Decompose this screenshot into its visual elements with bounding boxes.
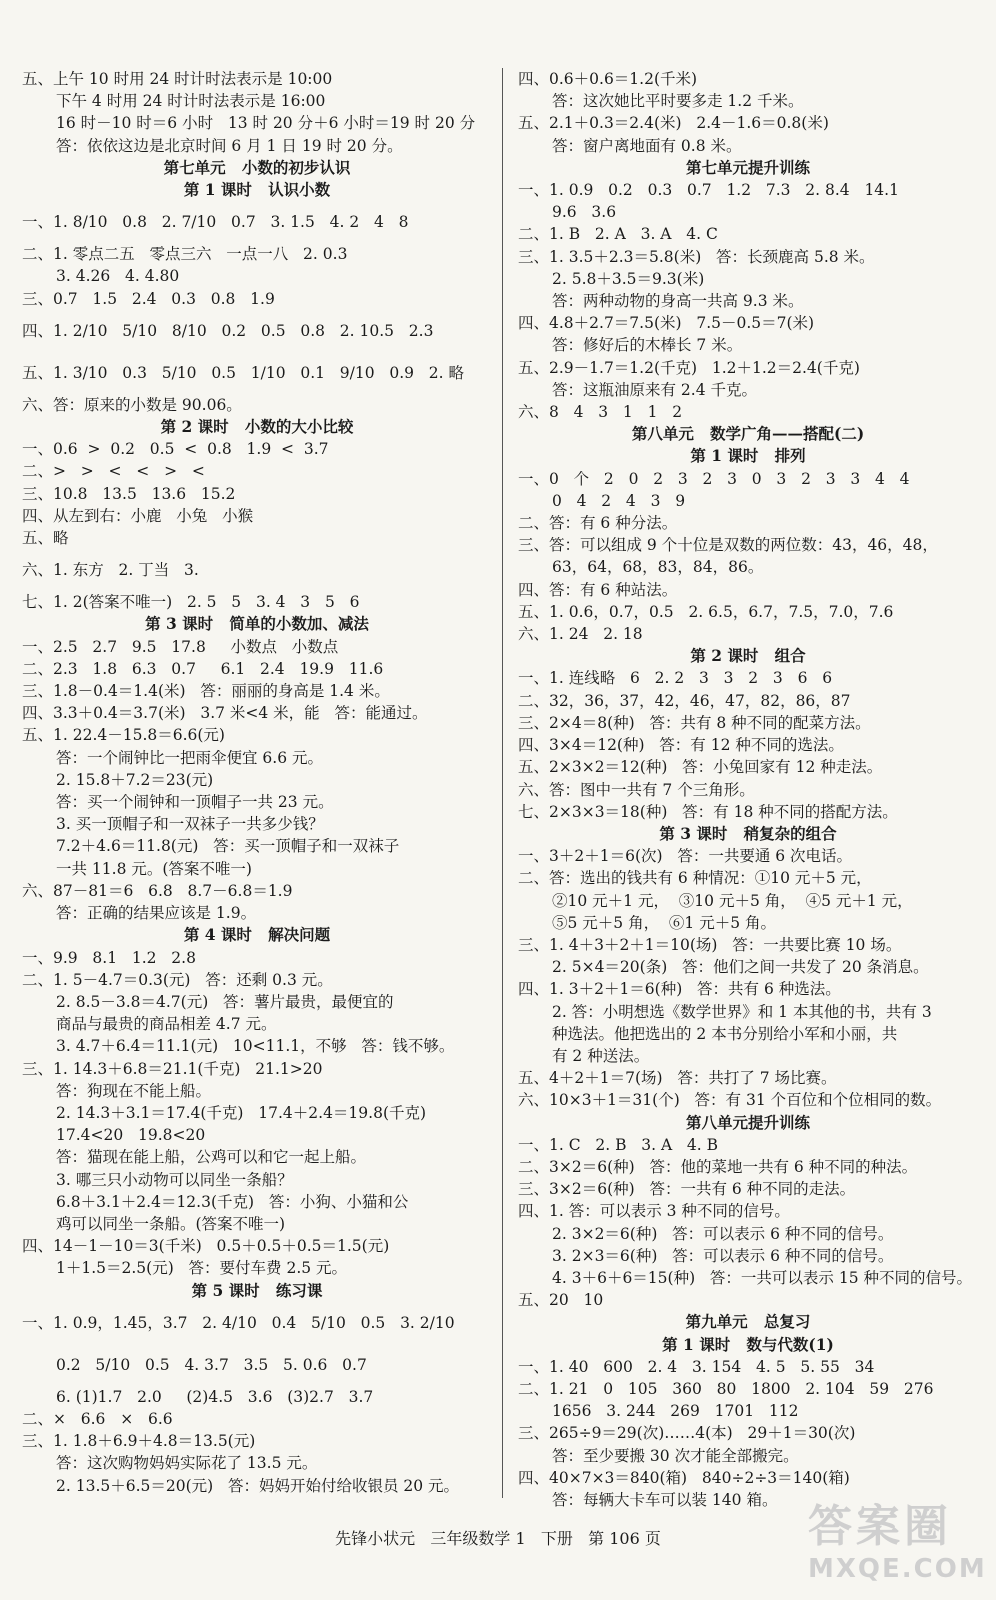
answer-line: 二、答：选出的钱共有 6 种情况：①10 元＋5 元，: [518, 869, 872, 888]
answer-line: 二、3×2＝6(种) 答：他的菜地一共有 6 种不同的种法。: [518, 1157, 918, 1176]
answer-line: 答：依依这边是北京时间 6 月 1 日 19 时 20 分。: [56, 136, 403, 155]
answer-line: 3. 4.7＋6.4＝11.1(元) 10<11.1，不够 答：钱不够。: [56, 1037, 455, 1056]
watermark-logo-text: 答案圈: [808, 1501, 952, 1552]
answer-line: 一、9.9 8.1 1.2 2.8: [22, 948, 196, 967]
answer-line: 答：狗现在不能上船。: [56, 1081, 212, 1100]
answer-line: 一、1. 0.9 0.2 0.3 0.7 1.2 7.3 2. 8.4 14.1: [518, 181, 899, 200]
answer-line: 一、1. C 2. B 3. A 4. B: [518, 1135, 719, 1154]
page-footer: 先锋小状元 三年级数学 1 下册 第 106 页: [335, 1529, 661, 1548]
answer-line: 二、× 6.6 × 6.6: [22, 1409, 173, 1428]
answer-line: 六、8 4 3 1 1 2: [518, 403, 683, 422]
answer-line: ②10 元＋1 元， ③10 元＋5 角， ④5 元＋1 元，: [552, 891, 913, 910]
answer-line: 一、1. 连线略 6 2. 2 3 3 2 3 6 6: [518, 669, 833, 688]
answer-line: 一、1. 8/10 0.8 2. 7/10 0.7 3. 1.5 4. 2 4 8: [22, 213, 409, 232]
answer-line: 答：这次她比平时要多走 1.2 千米。: [552, 92, 804, 111]
answer-line: 3. 4.26 4. 4.80: [56, 267, 180, 286]
watermark: [808, 1490, 987, 1590]
answer-line: 四、0.6＋0.6＝1.2(千米): [518, 70, 698, 88]
answer-line: 七、1. 2(答案不唯一) 2. 5 5 3. 4 3 5 6: [22, 593, 360, 612]
section-heading: 第八单元 数学广角——搭配(二): [631, 424, 865, 444]
answer-line: 6. (1)1.7 2.0 (2)4.5 3.6 (3)2.7 3.7: [56, 1387, 374, 1406]
answer-line: 0 4 2 4 3 9: [552, 491, 686, 510]
answer-line: 四、3.3＋0.4＝3.7(米) 3.7 米<4 米，能 答：能通过。: [22, 704, 428, 723]
answer-line: 二、32，36，37，42，46，47，82，86，87: [518, 691, 851, 710]
answer-line: 下午 4 时用 24 时计时法表示是 16:00: [56, 92, 326, 111]
answer-line: 2. 5.8＋3.5＝9.3(米): [552, 269, 705, 288]
answer-line: 三、1. 4＋3＋2＋1＝10(场) 答：一共要比赛 10 场。: [518, 935, 902, 954]
answer-line: 答：窗户离地面有 0.8 米。: [552, 136, 742, 155]
answer-line: 答：每辆大卡车可以装 140 箱。: [552, 1491, 778, 1509]
answer-line: 三、答：可以组成 9 个十位是双数的两位数：43，46，48，: [518, 536, 938, 555]
answer-line: 二、1. 21 0 105 360 80 1800 2. 104 59 276: [518, 1379, 934, 1398]
section-heading: 第九单元 总复习: [685, 1312, 811, 1332]
answer-line: ⑤5 元＋5 角， ⑥1 元＋5 角。: [552, 913, 777, 932]
answer-line: 五、略: [22, 529, 69, 548]
answer-line: 鸡可以同坐一条船。(答案不唯一): [56, 1214, 286, 1233]
answer-line: 2. 13.5＋6.5＝20(元) 答：妈妈开始付给收银员 20 元。: [56, 1476, 460, 1495]
answer-line: 有 2 种送法。: [552, 1046, 650, 1065]
section-heading: 第 1 课时 排列: [690, 446, 806, 466]
answer-line: 答：一个闹钟比一把雨伞便宜 6.6 元。: [56, 748, 324, 767]
answer-line: 三、1. 3.5＋2.3＝5.8(米) 答：长颈鹿高 5.8 米。: [518, 247, 875, 266]
answer-line: 一共 11.8 元。(答案不唯一): [56, 859, 252, 878]
answer-line: 3. 哪三只小动物可以同坐一条船？: [56, 1170, 293, 1189]
answer-line: 一、2.5 2.7 9.5 17.8 小数点 小数点: [22, 637, 339, 656]
section-heading: 第 3 课时 简单的小数加、减法: [145, 614, 369, 634]
answer-line: 三、1. 1.8＋6.9＋4.8＝13.5(元): [22, 1432, 256, 1451]
answer-line: 3. 2×3＝6(种) 答：可以表示 6 种不同的信号。: [552, 1246, 894, 1265]
answer-line: 二、答：有 6 种分法。: [518, 514, 678, 533]
answer-line: 2. 8.5－3.8＝4.7(元) 答：薯片最贵，最便宜的: [56, 992, 394, 1011]
answer-line: 五、1. 22.4－15.8＝6.6(元): [22, 726, 225, 745]
answer-line: 二、1. 5－4.7＝0.3(元) 答：还剩 0.3 元。: [22, 970, 333, 989]
answer-line: 一、1. 0.9，1.45，3.7 2. 4/10 0.4 5/10 0.5 3. 2/10: [22, 1313, 455, 1332]
answer-line: 四、从左到右：小鹿 小兔 小猴: [22, 506, 254, 525]
answer-line: 六、10×3＋1＝31(个) 答：有 31 个百位和个位相同的数。: [518, 1091, 942, 1110]
answer-line: 种选法。他把选出的 2 本书分别给小军和小丽，共: [552, 1024, 898, 1043]
answer-line: 二、> > < < > <: [22, 462, 205, 481]
answer-line: 2. 3×2＝6(种) 答：可以表示 6 种不同的信号。: [552, 1224, 894, 1243]
answer-line: 三、1.8－0.4＝1.4(米) 答：丽丽的身高是 1.4 米。: [22, 682, 390, 701]
answer-line: 7.2＋4.6＝11.8(元) 答：买一顶帽子和一双袜子: [56, 837, 400, 856]
answer-line: 0.2 5/10 0.5 4. 3.7 3.5 5. 0.6 0.7: [56, 1355, 367, 1374]
answer-line: 四、3×4＝12(种) 答：有 12 种不同的选法。: [518, 736, 844, 755]
section-heading: 第 1 课时 数与代数(1): [662, 1334, 834, 1354]
answer-line: 三、265÷9＝29(次)……4(本) 29＋1＝30(次): [518, 1424, 856, 1443]
answer-line: 答：至少要搬 30 次才能全部搬完。: [552, 1446, 799, 1465]
answer-line: 商品与最贵的商品相差 4.7 元。: [56, 1015, 277, 1034]
answer-line: 一、1. 40 600 2. 4 3. 154 4. 5 5. 55 34: [518, 1357, 875, 1376]
answer-line: 3. 买一顶帽子和一双袜子一共多少钱？: [56, 815, 324, 834]
answer-line: 五、2.1＋0.3＝2.4(米) 2.4－1.6＝0.8(米): [518, 114, 829, 133]
answer-line: 三、10.8 13.5 13.6 15.2: [22, 484, 236, 503]
section-heading: 第 1 课时 认识小数: [183, 180, 331, 200]
answer-line: 答：正确的结果应该是 1.9。: [56, 904, 257, 923]
answer-line: 三、1. 14.3＋6.8＝21.1(千克) 21.1>20: [22, 1059, 323, 1078]
section-heading: 第 2 课时 组合: [690, 646, 806, 666]
answer-line: 四、1. 2/10 5/10 8/10 0.2 0.5 0.8 2. 10.5 2.3: [22, 321, 434, 340]
answer-line: 答：这次购物妈妈实际花了 13.5 元。: [56, 1454, 318, 1473]
answer-line: 二、1. 零点二五 零点三六 一点一八 2. 0.3: [22, 245, 348, 264]
answer-line: 五、1. 3/10 0.3 5/10 0.5 1/10 0.1 9/10 0.9 2. 略: [22, 363, 465, 382]
answer-line: 五、上午 10 时用 24 时计时法表示是 10:00: [22, 70, 333, 88]
section-heading: 第七单元 小数的初步认识: [163, 157, 351, 177]
answer-line: 二、2.3 1.8 6.3 0.7 6.1 2.4 19.9 11.6: [22, 659, 384, 678]
answer-line: 六、87－81＝6 6.8 8.7－6.8＝1.9: [22, 881, 293, 900]
answer-line: 五、4＋2＋1＝7(场) 答：共打了 7 场比赛。: [518, 1069, 837, 1088]
answer-line: 63，64，68，83，84，86。: [552, 558, 764, 577]
answer-line: 答：这瓶油原来有 2.4 千克。: [552, 380, 758, 399]
watermark-url: MXQE.COM: [808, 1554, 987, 1584]
answer-line: 答：买一个闹钟和一顶帽子一共 23 元。: [56, 793, 334, 812]
answer-line: 2. 5×4＝20(条) 答：他们之间一共发了 20 条消息。: [552, 958, 929, 977]
answer-line: 9.6 3.6: [552, 203, 617, 222]
answer-line: 四、1. 答：可以表示 3 种不同的信号。: [518, 1202, 790, 1221]
answer-line: 四、1. 3＋2＋1＝6(种) 答：共有 6 种选法。: [518, 980, 841, 999]
answer-line: 四、40×7×3＝840(箱) 840÷2÷3＝140(箱): [518, 1468, 850, 1487]
answer-line: 五、2×3×2＝12(种) 答：小兔回家有 12 种走法。: [518, 758, 883, 777]
section-heading: 第八单元提升训练: [685, 1112, 810, 1132]
answer-line: 2. 15.8＋7.2＝23(元): [56, 770, 214, 789]
answer-line: 答：猫现在能上船，公鸡可以和它一起上船。: [56, 1148, 367, 1167]
answer-line: 五、20 10: [518, 1291, 604, 1310]
answer-line: 2. 14.3＋3.1＝17.4(千克) 17.4＋2.4＝19.8(千克): [56, 1103, 427, 1122]
answer-line: 三、3×2＝6(种) 答：一共有 6 种不同的走法。: [518, 1180, 856, 1199]
answer-line: 四、14－1－10＝3(千米) 0.5＋0.5＋0.5＝1.5(元): [22, 1237, 390, 1256]
answer-line: 答：两种动物的身高一共高 9.3 米。: [552, 292, 804, 311]
answer-line: 五、2.9－1.7＝1.2(千克) 1.2＋1.2＝2.4(千克): [518, 358, 860, 377]
answer-line: 六、答：原来的小数是 90.06。: [22, 395, 242, 414]
answer-line: 五、1. 0.6，0.7，0.5 2. 6.5，6.7，7.5，7.0，7.6: [518, 602, 894, 621]
answer-line: 一、3＋2＋1＝6(次) 答：一共要通 6 次电话。: [518, 847, 853, 866]
left-column: [22, 68, 492, 1497]
answer-line: 1656 3. 244 269 1701 112: [552, 1402, 799, 1421]
answer-line: 四、4.8＋2.7＝7.5(米) 7.5－0.5＝7(米): [518, 314, 815, 333]
answer-line: 六、1. 24 2. 18: [518, 625, 643, 644]
answer-line: 三、0.7 1.5 2.4 0.3 0.8 1.9: [22, 289, 275, 308]
answer-line: 一、0.6 > 0.2 0.5 < 0.8 1.9 < 3.7: [22, 440, 329, 459]
section-heading: 第七单元提升训练: [685, 157, 810, 177]
answer-line: 6.8＋3.1＋2.4＝12.3(千克) 答：小狗、小猫和公: [56, 1192, 409, 1211]
section-heading: 第 4 课时 解决问题: [183, 925, 331, 945]
answer-line: 答：修好后的木棒长 7 米。: [552, 336, 743, 355]
section-heading: 第 3 课时 稍复杂的组合: [659, 823, 837, 843]
answer-line: 七、2×3×3＝18(种) 答：有 18 种不同的搭配方法。: [518, 802, 898, 821]
answer-line: 16 时－10 时＝6 小时 13 时 20 分＋6 小时＝19 时 20 分: [56, 114, 476, 133]
answer-line: 六、答：图中一共有 7 个三角形。: [518, 780, 755, 799]
answer-line: 四、答：有 6 种站法。: [518, 580, 678, 599]
answer-line: 17.4<20 19.8<20: [56, 1126, 206, 1145]
answer-line: 二、1. B 2. A 3. A 4. C: [518, 225, 718, 244]
answer-line: 1＋1.5＝2.5(元) 答：要付车费 2.5 元。: [56, 1259, 348, 1278]
answer-line: 一、0 个 2 0 2 3 2 3 0 3 2 3 3 4 4: [518, 469, 910, 488]
right-column: [518, 68, 978, 1511]
answer-line: 4. 3＋6＋6＝15(种) 答：一共可以表示 15 种不同的信号。: [552, 1268, 972, 1287]
section-heading: 第 5 课时 练习课: [191, 1280, 323, 1300]
answer-line: 三、2×4＝8(种) 答：共有 8 种不同的配菜方法。: [518, 713, 871, 732]
column-divider: [502, 68, 503, 1498]
answer-line: 六、1. 东方 2. 丁当 3.: [22, 561, 199, 580]
section-heading: 第 2 课时 小数的大小比较: [160, 417, 354, 437]
answer-line: 2. 答：小明想选《数学世界》和 1 本其他的书，共有 3: [552, 1002, 932, 1021]
